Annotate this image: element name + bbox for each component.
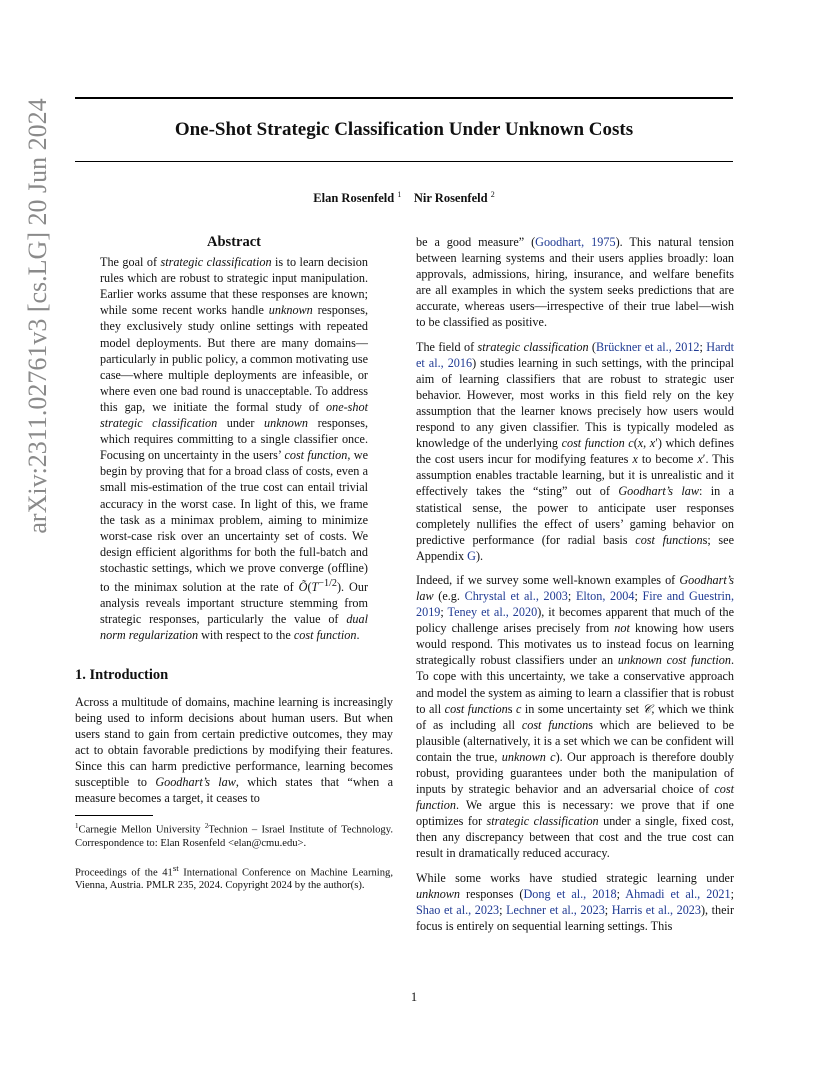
proceedings-note: Proceedings of the 41st International Conference on Machine Learning, Vienna, Austria. PMLR 235, 2024. Copyright 2024 by the author(s). [75,862,393,892]
author-list [75,190,733,206]
page-number: 1 [410,990,418,1004]
intro-paragraph: Across a multitude of domains, machine learning is increasingly being used to inform decisions about human users. But when users stand to gain from certain predictive outcomes, they may act to obtain favorable predictions by modifying their features. Since this can harm predictive performance, learning becomes susceptible to Goodhart’s law, which states that “when a measure becomes a target, it ceases to [75,694,393,806]
footnote-rule [75,815,153,816]
title-rule-bottom [75,161,733,162]
intro-paragraph: The field of strategic classification (Brückner et al., 2012; Hardt et al., 2016) studies learning in such settings, with the principal aim of learning classifiers that are robust to strategic user behavior. However, most works in this field rely on the key assumption that the learner knows precisely how users would respond to any given classifier. This is typically modeled as knowledge of the underlying cost function c(x, x′) which defines the cost users incur for modifying features x to become x′. This assumption enables tractable learning, but it is unrealistic and it effectively takes the “sting” out of Goodhart’s law: in a statistical sense, the power to anticipate user responses completely nullifies the effect of users’ gaming behavior on predictive performance (for radial basis cost functions; see Appendix G). [416,339,735,563]
intro-paragraph-continued: be a good measure” (Goodhart, 1975). This natural tension between learning systems and their users applies broadly: loan approvals, admissions, hiring, insurance, and welfare benefits are all examples in which the system seeks predictions that are accurate, whereas users—irrespective of their true label—wish to be classified as positive. [416,235,734,330]
footnote: $^1$Carnegie Mellon University $^2$Technion – Israel Institute of Technology. Correspondence to: Elan Rosenfeld <elan@cmu.edu>. [75,822,393,849]
intro-paragraph: Indeed, if we survey some well-known examples of Goodhart’s law (e.g. Chrystal et al., 2003; Elton, 2004; Fire and Guestrin, 2019; Teney et al., 2020), it becomes apparent that much of the policy challenge arises precisely from not knowing how users would respond. This motivates us to instead focus on learning strategically robust classifiers under an unknown cost function. To cope with this uncertainty, we take a conservative approach and model the system as aiming to learn a classifier that is robust to all cost functions c in some uncertainty set 𝒞, which we think of as including all cost functions which are believed to be plausible (alternatively, it is a set which we can be confident will contain the true, unknown c). Our approach is therefore doubly robust, providing guarantees under both the manipulation of inputs by strategic behavior and an adversarial choice of cost function. We argue this is necessary: we prove that if one optimizes for strategic classification under a single, fixed cost, then any discrepancy between that cost and the true cost can result in dramatically reduced accuracy. [416,572,735,861]
author-name: Nir Rosenfeld [413,191,488,206]
abstract-heading: Abstract [207,234,261,250]
author-affiliation: 2 [490,190,495,199]
title-rule-top [75,97,733,99]
abstract-text: The goal of strategic classification is to learn decision rules which are robust to strategic input manipulation. Earlier works assume that these responses are known; while some recent works handle unknown responses, they exclusively study online settings with repeated model deployments. But there are many domains—particularly in public policy, a common motivating use case—where multiple deployments are infeasible, or where even one bad round is unacceptable. To address this gap, we initiate the formal study of one-shot strategic classification under unknown responses, which requires committing to a single classifier once. Focusing on uncertainty in the users’ cost function, we begin by proving that for a broad class of costs, even a small mis-estimation of the true cost can entail trivial accuracy in the worst case. In light of this, we frame the task as a minimax problem, aiming to minimize worst-case risk over an uncertainty set of costs. We design efficient algorithms for both the full-batch and stochastic settings, which we prove converge (offline) to the minimax solution at the rate of $Õ(T^{-1/2})$. Our analysis reveals important structure stemming from strategic responses, particularly the value of dual norm regularization with respect to the cost function. [100,255,369,643]
section-heading: 1. Introduction [75,667,169,684]
right-column [416,234,734,942]
intro-paragraph: While some works have studied strategic learning under unknown responses (Dong et al., 2018; Ahmadi et al., 2021; Shao et al., 2023; Lechner et al., 2023; Harris et al., 2023), their focus is entirely on sequential learning settings. This [416,870,735,933]
author-name: Elan Rosenfeld [313,191,395,206]
author-affiliation: 1 [397,190,402,199]
left-column [75,234,393,892]
arxiv-stamp: arXiv:2311.02761v3 [cs.LG] 20 Jun 2024 [23,98,52,534]
paper-title: One-Shot Strategic Classification Under Unknown Costs [174,119,634,140]
